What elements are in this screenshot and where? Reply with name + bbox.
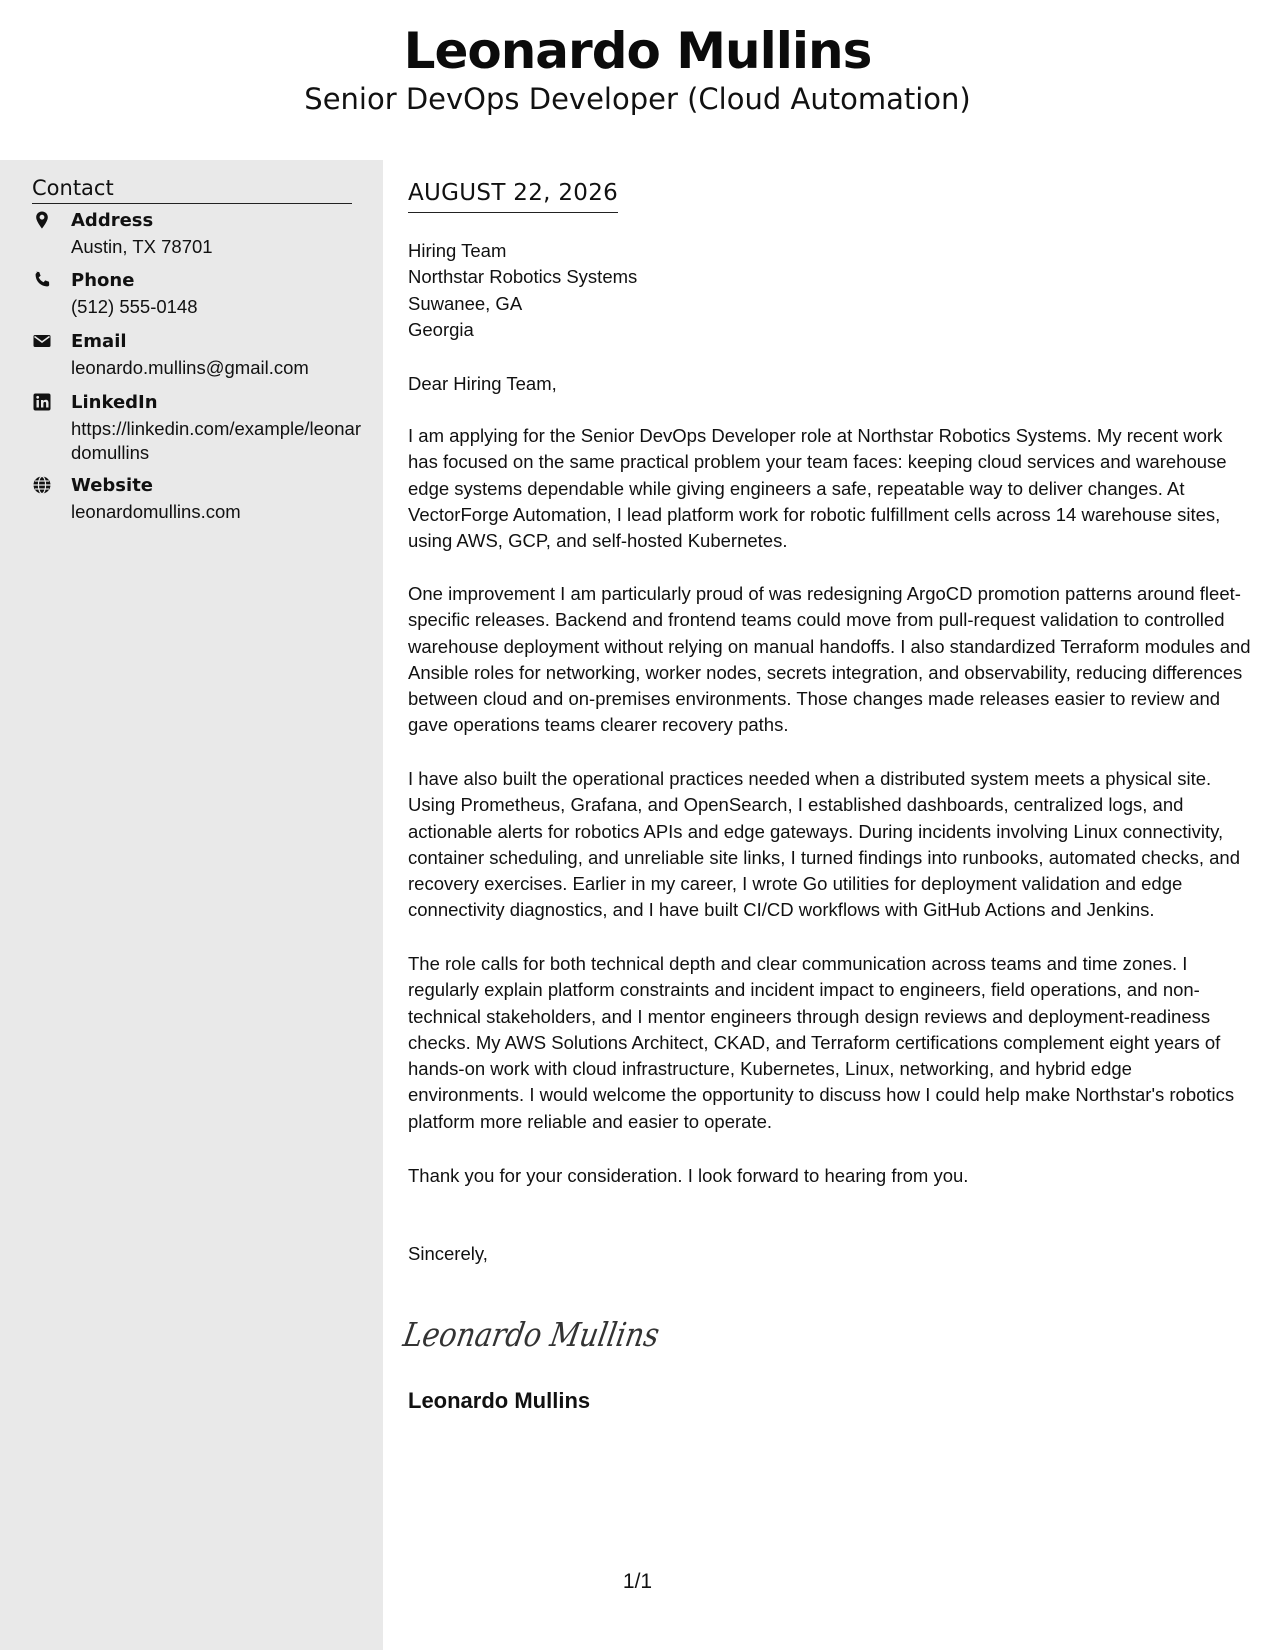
globe-icon [32, 475, 54, 497]
phone-icon [32, 270, 54, 292]
contact-heading: Contact [32, 176, 352, 204]
contact-value: leonardo.mullins@gmail.com [71, 357, 309, 378]
contact-value: Austin, TX 78701 [71, 236, 213, 257]
page-number: 1/1 [622, 1570, 653, 1593]
recipient-line: Georgia [408, 318, 474, 340]
recipient-line: Suwanee, GA [408, 292, 523, 314]
closing: Sincerely, [408, 1243, 488, 1264]
header [0, 0, 1275, 160]
paragraph: Thank you for your consideration. I look forward to hearing from you. [408, 1165, 969, 1186]
paragraph: I am applying for the Senior DevOps Developer role at Northstar Robotics Systems. My recent work has focused on the same practical problem your team faces: keeping cloud services and warehouse edge systems dependable while giving engineers a safe, repeatable way to deliver changes. At VectorForge Automation, I lead platform work for robotic fulfillment cells across 14 warehouse sites, using AWS, GCP, and self-hosted Kubernetes. [408, 425, 1227, 552]
letter-date: AUGUST 22, 2026 [408, 180, 618, 213]
contact-label: Address [71, 210, 154, 231]
contact-value: https://linkedin.com/example/leonardomullins [71, 418, 361, 463]
map-pin-icon [32, 210, 54, 232]
paragraph: One improvement I am particularly proud of was redesigning ArgoCD promotion patterns around fleet-specific releases. Backend and frontend teams could move from pull-request validation to controlled warehouse deployment without relying on manual handoffs. I also standardized Terraform modules and Ansible roles for networking, worker nodes, secrets integration, and observability, reducing differences between cloud and on-premises environments. Those changes made releases easier to review and gave operations teams clearer recovery paths. [408, 583, 1251, 736]
candidate-role: Senior DevOps Developer (Cloud Automation) [304, 82, 971, 116]
contact-label: LinkedIn [71, 392, 158, 413]
envelope-icon [32, 331, 54, 353]
recipient-line: Hiring Team [408, 240, 507, 261]
signature-text: Leonardo Mullins [400, 1315, 702, 1354]
signer-name: Leonardo Mullins [408, 1388, 591, 1413]
contact-label: Phone [71, 270, 135, 291]
linkedin-icon [32, 392, 54, 414]
paragraph: I have also built the operational practices needed when a distributed system meets a physical site. Using Prometheus, Grafana, and OpenSearch, I established dashboards, centralized logs, and actionable alerts for robotics APIs and edge gateways. During incidents involving Linux connectivity, container scheduling, and unreliable site links, I turned findings into runbooks, automated checks, and recovery exercises. Earlier in my career, I wrote Go utilities for deployment validation and edge connectivity diagnostics, and I have built CI/CD workflows with GitHub Actions and Jenkins. [408, 768, 1240, 921]
handwritten-signature [400, 1300, 702, 1370]
paragraph: The role calls for both technical depth and clear communication across teams and time zones. I regularly explain platform constraints and incident impact to engineers, field operations, and non-technical stakeholders, and I mentor engineers through design reviews and deployment-readiness checks. My AWS Solutions Architect, CKAD, and Terraform certifications complement eight years of hands-on work with cloud infrastructure, Kubernetes, Linux, networking, and hybrid edge environments. I would welcome the opportunity to discuss how I could help make Northstar's robotics platform more reliable and easier to operate. [408, 953, 1235, 1132]
candidate-name: Leonardo Mullins [403, 22, 872, 80]
salutation: Dear Hiring Team, [408, 373, 557, 394]
contact-label: Website [71, 475, 154, 496]
recipient-block [408, 238, 637, 343]
contact-sidebar [0, 160, 383, 1650]
recipient-line: Northstar Robotics Systems [408, 266, 638, 288]
contact-value: leonardomullins.com [71, 501, 241, 522]
contact-value: (512) 555-0148 [71, 296, 198, 317]
contact-label: Email [71, 331, 127, 352]
